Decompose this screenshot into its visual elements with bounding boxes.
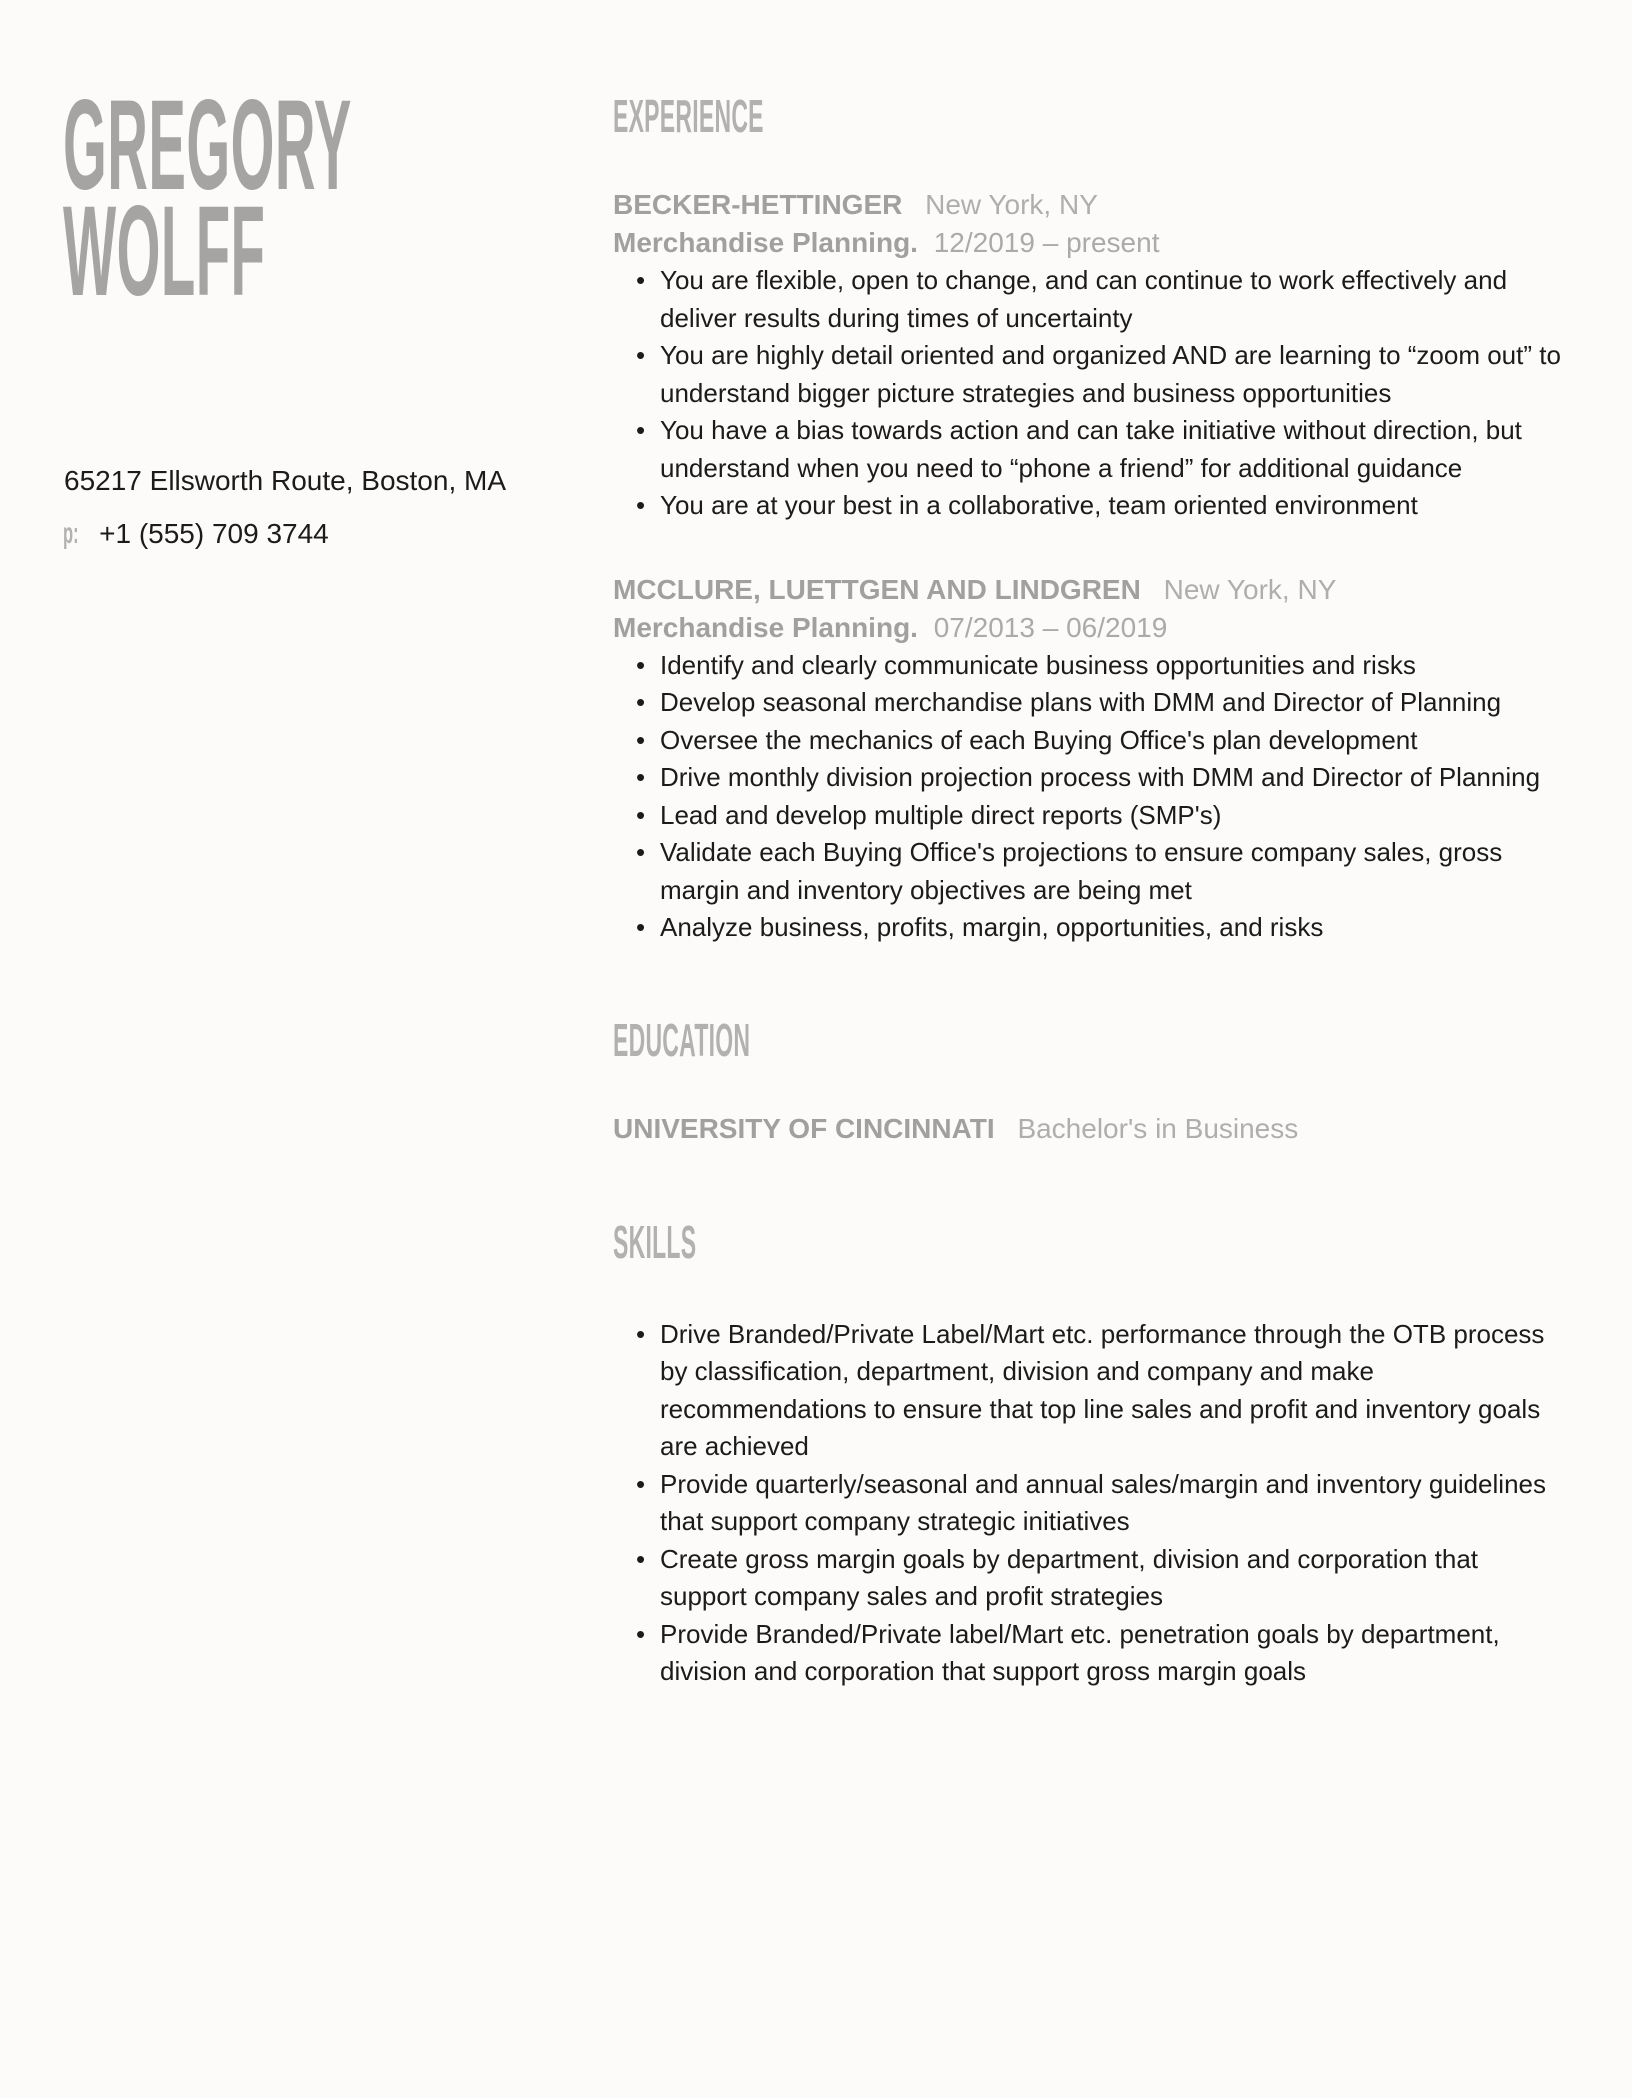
job-location: New York, NY: [1163, 573, 1337, 605]
job-entry-1: [613, 186, 1570, 525]
education-entry: [613, 1110, 1570, 1148]
address-line: 65217 Ellsworth Route, Boston, MA: [64, 465, 507, 496]
job-role: Merchandise Planning.: [613, 227, 918, 258]
company-name: MCCLURE, LUETTGEN AND LINDGREN: [613, 573, 1141, 605]
section-title-skills: SKILLS: [613, 1215, 697, 1268]
job-bullet-item: • You are at your best in a collaborative, team oriented environment: [613, 487, 1570, 525]
job-bullet-item: • Validate each Buying Office's projections to ensure company sales, gross margin and inventory objectives are being met: [613, 834, 1570, 909]
job-bullet-item: • Analyze business, profits, margin, opportunities, and risks: [613, 909, 1570, 947]
degree-name: Bachelor's in Business: [1017, 1112, 1299, 1144]
main-content: [613, 0, 1570, 1691]
candidate-first-name: GREGORY: [63, 74, 352, 217]
job-role: Merchandise Planning.: [613, 611, 918, 643]
phone-number: +1 (555) 709 3744: [99, 518, 329, 549]
phone-label: p:: [63, 517, 79, 550]
section-title-education: EDUCATION: [613, 1013, 751, 1066]
job-bullet-item: • You are flexible, open to change, and can continue to work effectively and deliver results during times of uncertainty: [613, 262, 1570, 337]
skills-bullet-list: [613, 1316, 1570, 1691]
company-name: BECKER-HETTINGER: [613, 189, 903, 220]
skill-bullet-item: • Provide Branded/Private label/Mart etc. penetration goals by department, division and corporation that support gross margin goals: [613, 1616, 1570, 1691]
job-entry-2: [613, 571, 1570, 947]
job-bullet-item: • You are highly detail oriented and organized AND are learning to “zoom out” to understand bigger picture strategies and business opportunities: [613, 337, 1570, 412]
job-header: [613, 186, 1570, 224]
job-bullet-item: • Lead and develop multiple direct reports (SMP's): [613, 797, 1570, 835]
job-role-line: [613, 224, 1570, 262]
phone-line: [63, 516, 329, 552]
job-location: New York, NY: [925, 189, 1098, 220]
candidate-last-name: WOLFF: [63, 180, 266, 323]
job-bullet-item: • Drive monthly division projection process with DMM and Director of Planning: [613, 759, 1570, 797]
skill-bullet-item: • Provide quarterly/seasonal and annual sales/margin and inventory guidelines that support company strategic initiatives: [613, 1466, 1570, 1541]
job-header: [613, 571, 1570, 609]
job-dates: 07/2013 – 06/2019: [933, 611, 1168, 643]
job-bullet-list: [613, 647, 1570, 947]
skill-bullet-item: • Drive Branded/Private Label/Mart etc. performance through the OTB process by classification, department, division and company and make recommendations to ensure that top line sales and profit and inventory goals are achieved: [613, 1316, 1570, 1466]
candidate-name: [63, 74, 352, 323]
school-name: UNIVERSITY OF CINCINNATI: [613, 1112, 995, 1144]
job-bullet-item: • Identify and clearly communicate business opportunities and risks: [613, 647, 1570, 685]
skill-bullet-item: • Create gross margin goals by department, division and corporation that support company sales and profit strategies: [613, 1541, 1570, 1616]
job-bullet-item: • You have a bias towards action and can take initiative without direction, but understand when you need to “phone a friend” for additional guidance: [613, 412, 1570, 487]
job-role-line: [613, 609, 1570, 647]
job-bullet-list: [613, 262, 1570, 525]
job-dates: 12/2019 – present: [933, 227, 1160, 258]
section-title-experience: EXPERIENCE: [613, 90, 764, 142]
job-bullet-item: • Develop seasonal merchandise plans with DMM and Director of Planning: [613, 684, 1570, 722]
job-bullet-item: • Oversee the mechanics of each Buying Office's plan development: [613, 722, 1570, 760]
